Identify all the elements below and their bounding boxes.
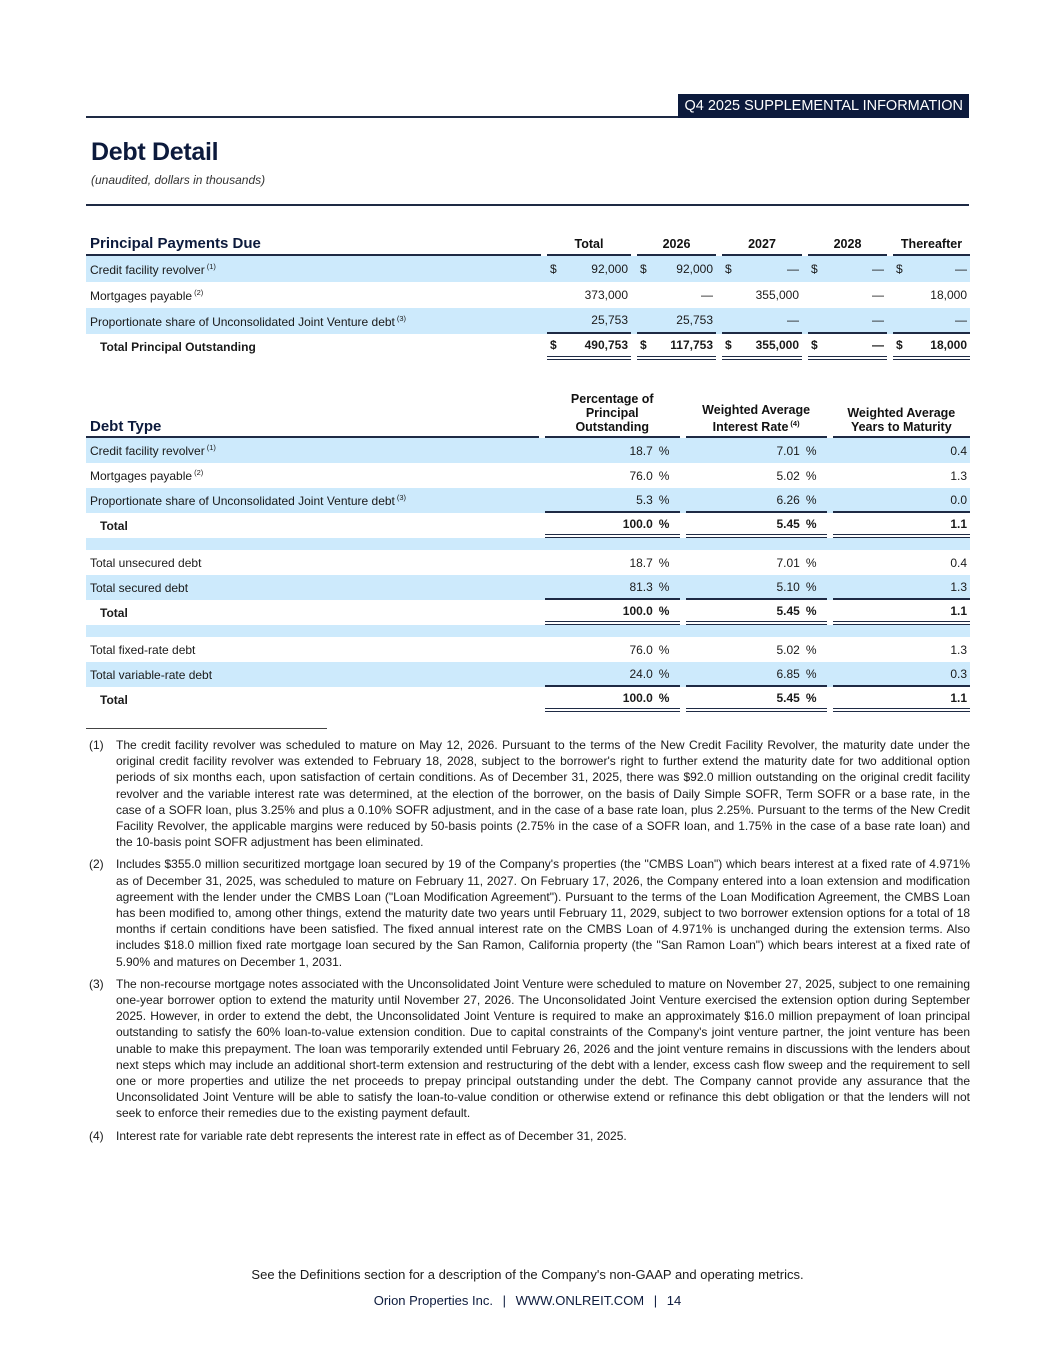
pct-value: 100.0 — [545, 687, 656, 712]
header-line: Interest Rate — [712, 420, 789, 434]
page-number: 14 — [666, 1293, 682, 1308]
percent-sign: % — [656, 488, 680, 513]
footnote-4 — [86, 1128, 970, 1144]
percent-sign: % — [805, 642, 817, 657]
footnote-ref: (3) — [396, 313, 407, 323]
header-line: Principal — [585, 406, 639, 420]
spacer-row — [86, 625, 970, 637]
currency-symbol: $ — [722, 334, 738, 360]
rate-value: 6.85 — [686, 662, 803, 687]
cell-value: 373,000 — [584, 288, 628, 302]
years-value: 1.1 — [833, 600, 970, 625]
table-header-row — [86, 231, 970, 256]
cell-value: 25,753 — [563, 308, 631, 334]
footnote-text: Includes $355.0 million securitized mortgage loan secured by 19 of the Company's properties (the "CMBS Loan") which bears interest at a fixed rate of 4.971% as of December 31, 2025, was scheduled to mature on February 11, 2027. On February 17, 2026, the Company entered into a loan extension and modification agreement with the lender under the CMBS Loan ("Loan Modification Agreement"). Pursuant to the terms of the Loan Modification Agreement, the CMBS Loan has been modified to, among other things, extend the maturity date two years until February 11, 2029, subject to two borrower extension options for a total of 18 months if certain conditions have been satisfied. The fixed annual interest rate on the CMBS Loan of 4.971% is unchanged during the extension terms. Also includes $18.0 million fixed rate mortgage loan secured by the San Ramon, California property (the "San Ramon Loan") which bears interest at a fixed rate of 5.90% and matures on December 1, 2031. — [116, 857, 970, 969]
separator: | — [653, 1293, 658, 1308]
table-row — [86, 575, 970, 600]
page-title: Debt Detail — [91, 138, 219, 166]
footnotes — [86, 737, 970, 1150]
separator: | — [502, 1293, 506, 1308]
percent-sign: % — [656, 687, 680, 712]
row-label: Proportionate share of Unconsolidated Joint Venture debt — [90, 314, 395, 329]
currency-symbol: $ — [893, 334, 909, 360]
percent-sign: % — [803, 488, 827, 513]
cell-value: 92,000 — [653, 256, 716, 282]
section-title: Debt Type — [86, 392, 539, 438]
cell-value: — — [824, 308, 887, 334]
table-row — [86, 637, 970, 662]
footnote-number: (1) — [89, 738, 104, 752]
table-row — [86, 463, 970, 488]
table-row — [86, 256, 970, 282]
footnote-text: The non-recourse mortgage notes associated with the Unconsolidated Joint Venture were scheduled to mature on November 27, 2025, subject to one remaining one-year borrower option to extend the maturity until November 27, 2026. The Unconsolidated Joint Venture exercised the extension option during September 2025. However, in order to extend the debt, the Unconsolidated Joint Venture is required to make an approximately $16.0 million prepayment of loan principal outstanding to satisfy the 60% loan-to-value extension condition. Due to capital constraints of the Company's joint venture partner, the joint venture has been unable to make this prepayment. The loan was temporarily extended until February 26, 2026 and the joint venture remains in discussions with the lenders about next steps which may include an additional short-term extension and restructuring of the debt with a lender, excess cash flow sweep and the requirement to sell one or more properties and utilize the net proceeds to prepay principal outstanding under the debt. The Company cannot provide any assurance that the Unconsolidated Joint Venture will be able to satisfy the loan-to-value condition or otherwise extend or refinance this debt obligation or that the lenders will not seek to enforce their remedies due to the existing payment default. — [116, 976, 970, 1121]
currency-symbol: $ — [547, 334, 563, 360]
row-label: Total variable-rate debt — [86, 662, 539, 687]
currency-symbol: $ — [808, 256, 824, 282]
total-row — [86, 513, 970, 538]
company-name: Orion Properties Inc. — [373, 1293, 493, 1308]
rate-value: 5.45 — [686, 687, 803, 712]
percent-sign: % — [803, 575, 827, 600]
table-row — [86, 488, 970, 513]
years-value: 1.1 — [833, 687, 970, 712]
currency-symbol: $ — [893, 256, 909, 282]
footnote-text: Interest rate for variable rate debt represents the interest rate in effect as of December 31, 2025. — [116, 1128, 627, 1143]
percent-sign: % — [805, 555, 817, 570]
column-header: 2026 — [637, 231, 716, 256]
page-footer — [0, 1293, 1055, 1308]
percent-sign: % — [658, 555, 670, 570]
cell-value: 92,000 — [563, 256, 631, 282]
table-header-row — [86, 392, 970, 438]
pct-value: 76.0 — [629, 468, 653, 483]
pct-value: 76.0 — [629, 642, 653, 657]
footer-note: See the Definitions section for a description of the Company's non-GAAP and operating metrics. — [251, 1267, 804, 1282]
years-value: 0.4 — [950, 555, 967, 570]
column-header: 2028 — [808, 231, 887, 256]
rate-value: 7.01 — [686, 438, 803, 463]
cell-value: — — [909, 308, 970, 334]
rate-value: 5.10 — [686, 575, 803, 600]
cell-value: — — [872, 288, 884, 302]
header-bar — [86, 94, 969, 118]
cell-value: — — [738, 308, 802, 334]
row-label: Total fixed-rate debt — [90, 642, 196, 657]
header-line: Percentage of — [570, 392, 654, 406]
cell-value: 490,753 — [563, 334, 631, 360]
footnote-ref: (2) — [194, 287, 204, 297]
website-link[interactable]: WWW.ONLREIT.COM — [515, 1293, 645, 1308]
pct-value: 18.7 — [545, 438, 656, 463]
years-value: 1.3 — [833, 575, 970, 600]
table-row — [86, 438, 970, 463]
years-value: 0.3 — [833, 662, 970, 687]
pct-value: 100.0 — [545, 513, 656, 538]
percent-sign: % — [803, 438, 827, 463]
table-row — [86, 550, 970, 575]
rate-value: 5.45 — [686, 600, 803, 625]
cell-value: — — [824, 334, 887, 360]
row-label: Total — [100, 518, 128, 533]
pct-value: 5.3 — [545, 488, 656, 513]
row-label: Total — [100, 692, 128, 707]
header-line: Years to Maturity — [850, 420, 952, 434]
currency-symbol: $ — [547, 256, 563, 282]
cell-value: — — [824, 256, 887, 282]
row-label: Total — [100, 605, 128, 620]
row-label: Total Principal Outstanding — [100, 340, 256, 354]
row-label: Total secured debt — [86, 575, 539, 600]
cell-value: — — [701, 288, 713, 302]
row-label: Total unsecured debt — [90, 555, 202, 570]
column-header: 2027 — [722, 231, 802, 256]
page-subtitle: (unaudited, dollars in thousands) — [91, 173, 266, 187]
rate-value: 5.02 — [776, 468, 800, 483]
percent-sign: % — [658, 468, 670, 483]
cell-value: 117,753 — [653, 334, 716, 360]
years-value: 1.3 — [950, 468, 967, 483]
footnote-divider — [86, 728, 327, 729]
cell-value: 18,000 — [930, 288, 967, 302]
pct-value: 81.3 — [545, 575, 656, 600]
column-header-years — [833, 392, 970, 438]
column-header-rate — [686, 392, 827, 438]
percent-sign: % — [803, 600, 827, 625]
header-line: Weighted Average — [702, 403, 811, 417]
pct-value: 100.0 — [545, 600, 656, 625]
divider — [86, 204, 969, 206]
footnote-1 — [86, 737, 970, 850]
years-value: 0.4 — [833, 438, 970, 463]
percent-sign: % — [656, 600, 680, 625]
row-label: Credit facility revolver — [90, 262, 205, 277]
debt-type-table — [86, 392, 970, 712]
header-line: Weighted Average — [847, 406, 956, 420]
percent-sign: % — [656, 575, 680, 600]
principal-payments-table — [86, 231, 970, 360]
row-label: Proportionate share of Unconsolidated Joint Venture debt — [90, 494, 395, 508]
column-header: Thereafter — [893, 231, 970, 256]
total-row — [86, 600, 970, 625]
footnote-ref: (3) — [396, 493, 407, 502]
footnote-number: (3) — [89, 976, 104, 991]
currency-symbol: $ — [637, 334, 653, 360]
percent-sign: % — [656, 662, 680, 687]
percent-sign: % — [803, 513, 827, 538]
table-row — [86, 308, 970, 334]
currency-symbol: $ — [637, 256, 653, 282]
row-label: Credit facility revolver — [90, 444, 205, 458]
years-value: 1.3 — [950, 642, 967, 657]
percent-sign: % — [803, 662, 827, 687]
cell-value: 355,000 — [755, 288, 799, 302]
table-row — [86, 282, 970, 308]
percent-sign: % — [805, 468, 817, 483]
footnote-ref: (4) — [790, 419, 800, 428]
section-title: Principal Payments Due — [86, 231, 541, 256]
percent-sign: % — [656, 438, 680, 463]
footnote-2 — [86, 856, 970, 969]
rate-value: 5.45 — [686, 513, 803, 538]
percent-sign: % — [656, 513, 680, 538]
footnote-ref: (1) — [206, 443, 216, 452]
footnote-ref: (1) — [206, 261, 216, 271]
rate-value: 5.02 — [776, 642, 800, 657]
footnote-text: The credit facility revolver was scheduled to mature on May 12, 2026. Pursuant to the terms of the New Credit Facility Revolver, the maturity date under the original credit facility revolver was extended to February 18, 2028, subject to the borrower's right to further extend the maturity date for two additional option periods of six months each, upon satisfaction of certain conditions. As of December 31, 2025, there was $92.0 million outstanding on the original credit facility revolver and the variable interest rate was determined, at the election of the borrower, on the basis of Daily Simple SOFR, Term SOFR or a base rate, in the case of a SOFR loan, plus 3.25% and plus a 0.10% SOFR adjustment, and in the case of a base rate loan, plus 2.25%. Pursuant to the terms of the New Credit Facility Revolver, the applicable margins were reduced by 50-basis points (2.75% in the case of a SOFR loan, and 1.75% in the case of a base rate loan) and the 10-basis point SOFR adjustment has been eliminated. — [116, 738, 970, 850]
column-header-pct — [545, 392, 680, 438]
footnote-number: (4) — [89, 1128, 104, 1143]
pct-value: 18.7 — [629, 555, 653, 570]
column-header: Total — [547, 231, 631, 256]
rate-value: 6.26 — [686, 488, 803, 513]
rate-value: 7.01 — [776, 555, 800, 570]
cell-value: — — [909, 256, 970, 282]
footnote-number: (2) — [89, 857, 104, 872]
report-tag: Q4 2025 SUPPLEMENTAL INFORMATION — [678, 94, 969, 118]
footnote-3 — [86, 976, 970, 1122]
spacer-row — [86, 538, 970, 550]
total-row — [86, 687, 970, 712]
years-value: 1.1 — [833, 513, 970, 538]
cell-value: 355,000 — [738, 334, 802, 360]
pct-value: 24.0 — [545, 662, 656, 687]
years-value: 0.0 — [833, 488, 970, 513]
percent-sign: % — [803, 687, 827, 712]
currency-symbol: $ — [722, 256, 738, 282]
percent-sign: % — [658, 642, 670, 657]
footnote-ref: (2) — [194, 468, 204, 477]
header-line: Outstanding — [575, 420, 650, 434]
cell-value: — — [738, 256, 802, 282]
cell-value: 25,753 — [653, 308, 716, 334]
total-row — [86, 334, 970, 360]
currency-symbol: $ — [808, 334, 824, 360]
row-label: Mortgages payable — [90, 469, 193, 483]
row-label: Mortgages payable — [90, 288, 193, 303]
table-row — [86, 662, 970, 687]
cell-value: 18,000 — [909, 334, 970, 360]
